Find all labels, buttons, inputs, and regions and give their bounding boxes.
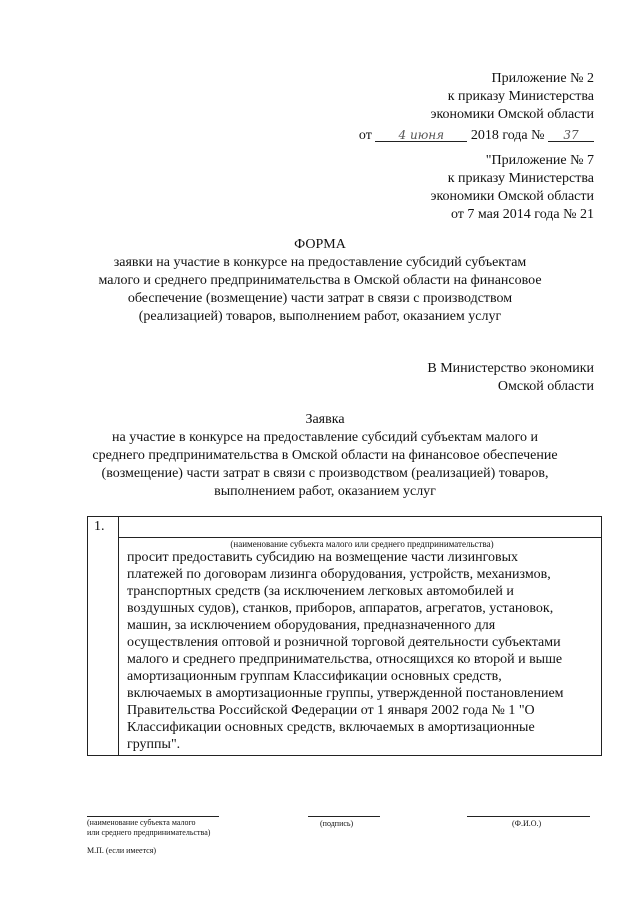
- request-line: просит предоставить субсидию на возмещение части лизинговых: [127, 550, 519, 565]
- fio-line[interactable]: [467, 816, 590, 817]
- fio-caption: (Ф.И.О.): [512, 819, 542, 828]
- date-underline: [375, 126, 467, 142]
- form-title: ФОРМА: [294, 237, 346, 252]
- application-title: Заявка: [305, 412, 345, 427]
- request-line: воздушных судов), станков, приборов, аппаратов, агрегатов, установок,: [127, 601, 554, 616]
- appendix2-header: [359, 70, 594, 145]
- form-line1: заявки на участие в конкурсе на предоставление субсидий субъектам: [113, 255, 527, 270]
- signature-line[interactable]: [308, 816, 380, 817]
- handwritten-number: 37: [563, 128, 579, 142]
- entity-caption: [87, 818, 210, 838]
- entity-caption-line1: (наименование субъекта малого: [87, 818, 196, 827]
- addressee-line1: В Министерство экономики: [427, 361, 594, 376]
- application-table: [87, 516, 602, 756]
- request-text: [123, 549, 601, 755]
- request-line: осуществления оптовой и розничной торговой деятельности субъектами: [127, 635, 561, 650]
- request-line: группы".: [127, 737, 181, 752]
- entity-name-caption: (наименование субъекта малого или среднего предпринимательства): [230, 539, 494, 549]
- row-number: 1.: [88, 517, 119, 756]
- request-line: Правительства Российской Федерации от 1 января 2002 года № 1 "О: [127, 703, 535, 718]
- application-line2: среднего предпринимательства в Омской области на финансовое обеспечение: [92, 448, 558, 463]
- form-line3: обеспечение (возмещение) части затрат в связи с производством: [127, 291, 513, 306]
- appendix7-line4: от 7 мая 2014 года № 21: [450, 207, 594, 222]
- request-line: включаемых в амортизационные группы, утвержденной постановлением: [127, 686, 564, 701]
- application-line1: на участие в конкурсе на предоставление субсидий субъектам малого и: [112, 430, 538, 445]
- request-line: амортизационным группам Классификации основных средств,: [127, 669, 502, 684]
- number-underline: [548, 126, 594, 142]
- application-line3: (возмещение) части затрат в связи с производством (реализацией) товаров,: [101, 466, 549, 481]
- appendix7-line3: экономики Омской области: [430, 189, 594, 204]
- date-prefix: от: [358, 128, 372, 143]
- handwritten-date: 4 июня: [398, 128, 445, 142]
- appendix7-header: [430, 152, 594, 224]
- form-line2: малого и среднего предпринимательства в Омской области на финансовое: [98, 273, 542, 288]
- appendix2-line3: экономики Омской области: [430, 107, 594, 122]
- application-heading: [10, 411, 640, 501]
- application-line4: выполнением работ, оказанием услуг: [214, 484, 436, 499]
- table-row: [88, 517, 602, 756]
- signature-caption: (подпись): [320, 819, 354, 828]
- addressee: [427, 360, 594, 396]
- request-line: платежей по договорам лизинга оборудования, устройств, механизмов,: [127, 567, 551, 582]
- date-suffix: 2018 года №: [470, 128, 545, 143]
- request-line: транспортных средств (за исключением легковых автомобилей и: [127, 584, 514, 599]
- request-line: малого и среднего предпринимательства, относящихся ко второй и выше: [127, 652, 563, 667]
- request-line: Классификации основных средств, включаемых в амортизационные: [127, 720, 535, 735]
- entity-signature-line[interactable]: [87, 816, 219, 817]
- addressee-line2: Омской области: [497, 379, 594, 394]
- stamp-caption: М.П. (если имеется): [87, 846, 157, 855]
- row-content: [119, 517, 602, 756]
- appendix2-title: Приложение № 2: [491, 71, 594, 86]
- appendix2-line2: к приказу Министерства: [447, 89, 594, 104]
- appendix2-date-line: [359, 126, 594, 145]
- form-heading: [0, 236, 640, 326]
- form-line4: (реализацией) товаров, выполнением работ, оказанием услуг: [138, 309, 502, 324]
- appendix7-line2: к приказу Министерства: [447, 171, 594, 186]
- entity-name-field[interactable]: [119, 521, 601, 538]
- request-line: машин, за исключением оборудования, предназначенного для: [127, 618, 496, 633]
- entity-caption-line2: или среднего предпринимательства): [87, 828, 211, 837]
- appendix7-title: "Приложение № 7: [485, 153, 594, 168]
